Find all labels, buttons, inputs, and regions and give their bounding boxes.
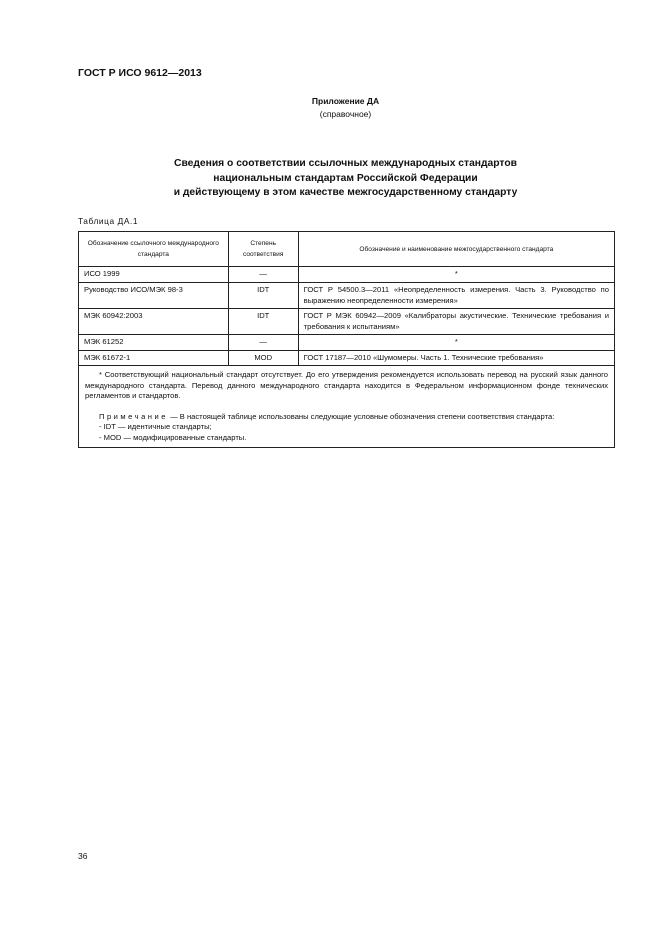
section-title	[0, 157, 661, 201]
table-row	[79, 350, 615, 366]
cell-name: *	[298, 335, 614, 351]
note-item: - MOD — модифицированные стандарты.	[99, 432, 247, 442]
correspondence-table	[78, 231, 615, 448]
annex-subtitle: (справочное)	[319, 109, 372, 119]
cell-name: ГОСТ Р МЭК 60942—2009 «Калибраторы акустические. Технические требования и требования к испытаниям»	[298, 309, 614, 335]
table-header-row	[79, 232, 615, 267]
document-header: ГОСТ Р ИСО 9612—2013	[78, 67, 202, 79]
note-label: Примечание	[99, 411, 168, 421]
table-label: Таблица ДА.1	[78, 216, 139, 226]
cell-reference: Руководство ИСО/МЭК 98-3	[79, 283, 229, 309]
cell-name: ГОСТ Р 54500.3—2011 «Неопределенность измерения. Часть 3. Руководство по выражению неопределенности измерения»	[298, 283, 614, 309]
header-degree: Степень соответствия	[228, 232, 298, 267]
table-footer-row	[79, 366, 615, 448]
note-text: — В настоящей таблице использованы следующие условные обозначения степени соответствия стандарта:	[170, 411, 555, 421]
note	[85, 412, 608, 423]
cell-degree: MOD	[228, 350, 298, 366]
footnote: * Соответствующий национальный стандарт отсутствует. До его утверждения рекомендуется использовать перевод на русский язык данного международного стандарта. Перевод данного международного стандарта находится в Федеральном информационном фонде технических регламентов и стандартов.	[85, 370, 608, 400]
title-line: национальным стандартам Российской Федерации	[213, 172, 478, 184]
cell-reference: МЭК 61672-1	[79, 350, 229, 366]
title-line: и действующему в этом качестве межгосударственному стандарту	[173, 187, 518, 198]
table-row	[79, 267, 615, 283]
table-row	[79, 283, 615, 309]
annex-heading	[0, 95, 661, 121]
cell-reference: ИСО 1999	[79, 267, 229, 283]
table-footer	[79, 366, 615, 448]
cell-reference: МЭК 61252	[79, 335, 229, 351]
cell-reference: МЭК 60942:2003	[79, 309, 229, 335]
header-reference: Обозначение ссылочного международного стандарта	[79, 232, 229, 267]
title-line: Сведения о соответствии ссылочных международных стандартов	[174, 158, 517, 169]
annex-title: Приложение ДА	[311, 96, 380, 106]
cell-name: *	[298, 267, 614, 283]
table-row	[79, 335, 615, 351]
cell-name: ГОСТ 17187—2010 «Шумомеры. Часть 1. Технические требования»	[298, 350, 614, 366]
cell-degree: —	[228, 335, 298, 351]
cell-degree: IDT	[228, 309, 298, 335]
note-item: - IDT — идентичные стандарты;	[99, 422, 212, 431]
cell-degree: —	[228, 267, 298, 283]
table-row	[79, 309, 615, 335]
cell-degree: IDT	[228, 283, 298, 309]
page-number: 36	[78, 851, 88, 861]
header-name: Обозначение и наименование межгосударственного стандарта	[298, 232, 614, 267]
